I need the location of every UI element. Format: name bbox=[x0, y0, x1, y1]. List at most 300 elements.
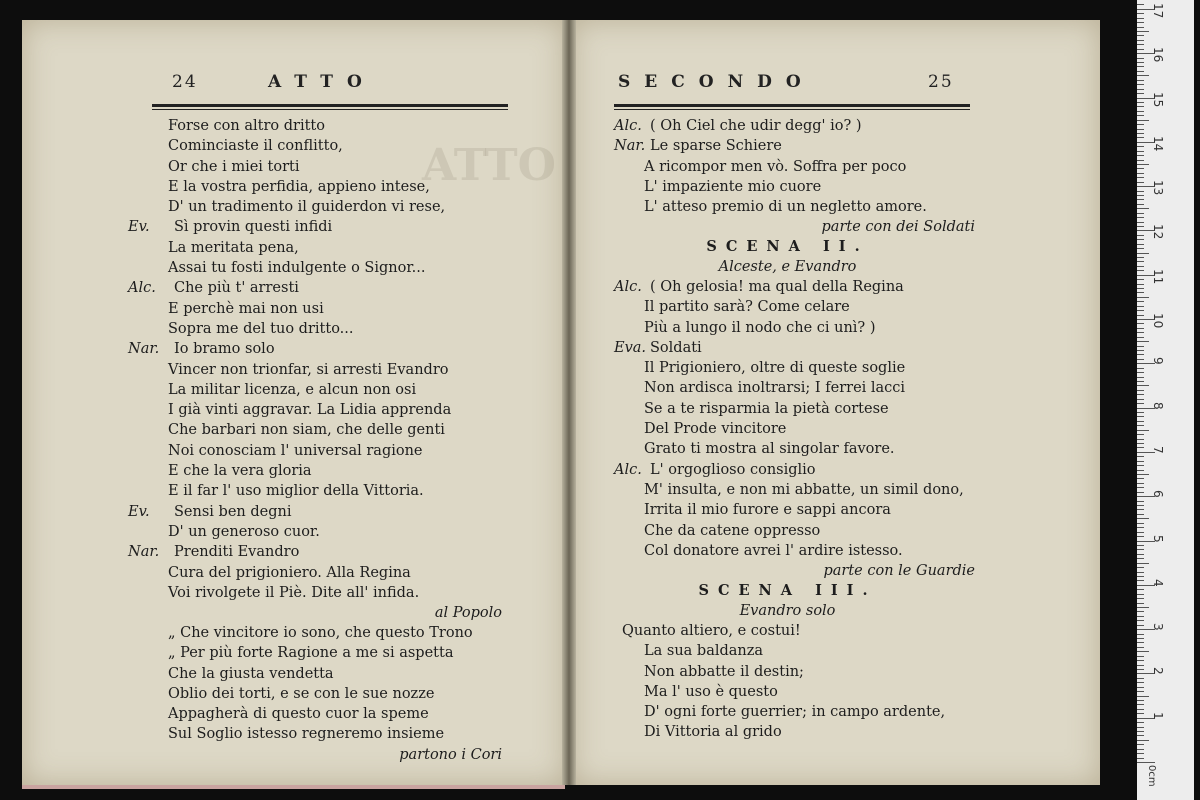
ruler-tick bbox=[1137, 554, 1144, 555]
text-line bbox=[128, 177, 508, 197]
ruler-number: 15 bbox=[1151, 91, 1165, 107]
scene-2-heading bbox=[600, 237, 975, 257]
ruler-tick bbox=[1137, 35, 1144, 36]
ruler-tick bbox=[1137, 217, 1144, 218]
speaker-label: Alc. bbox=[614, 461, 642, 478]
ruler-tick bbox=[1137, 607, 1149, 608]
ruler-tick bbox=[1137, 567, 1144, 568]
ruler-tick bbox=[1137, 350, 1144, 351]
ruler-tick bbox=[1137, 642, 1144, 643]
stage-direction: partono i Cori bbox=[399, 747, 502, 763]
ruler-tick bbox=[1137, 75, 1149, 76]
verse-text: Or che i miei torti bbox=[168, 158, 300, 175]
text-line bbox=[600, 521, 975, 541]
ruler-tick bbox=[1137, 704, 1144, 705]
ruler-tick bbox=[1137, 235, 1144, 236]
text-line bbox=[128, 441, 508, 461]
ruler-tick bbox=[1137, 474, 1149, 475]
stage-direction: parte con le Guardie bbox=[823, 563, 975, 579]
ruler-tick bbox=[1137, 430, 1149, 431]
verse-text: La meritata pena, bbox=[168, 239, 299, 256]
ruler-tick bbox=[1137, 244, 1144, 245]
ruler-tick bbox=[1137, 580, 1144, 581]
ruler-unit-label: 0cm bbox=[1146, 765, 1157, 787]
left-header-word: ATTO bbox=[268, 72, 376, 92]
scene-number: II. bbox=[823, 238, 869, 255]
ruler-number: 3 bbox=[1151, 623, 1165, 631]
ruler-tick bbox=[1137, 638, 1144, 639]
ruler-number: 8 bbox=[1151, 401, 1165, 410]
ruler-number: 5 bbox=[1151, 534, 1165, 543]
ruler-tick bbox=[1137, 66, 1144, 67]
ruler-tick bbox=[1137, 44, 1144, 45]
left-text-block-2 bbox=[128, 623, 508, 745]
text-line bbox=[128, 623, 508, 643]
right-text-block-3 bbox=[600, 621, 975, 743]
verse-text: M' insulta, e non mi abbatte, un simil dono, bbox=[644, 481, 964, 498]
verse-text: A ricompor men vò. Soffra per poco bbox=[644, 158, 907, 175]
verse-text: Vincer non trionfar, si arresti Evandro bbox=[168, 361, 449, 378]
right-text-block-1 bbox=[600, 116, 975, 217]
ruler-tick bbox=[1137, 253, 1149, 254]
ruler-number: 12 bbox=[1151, 224, 1165, 240]
ruler-tick bbox=[1137, 354, 1144, 355]
ruler-tick bbox=[1137, 315, 1144, 316]
ruler-tick bbox=[1137, 509, 1144, 510]
verse-text: Che la giusta vendetta bbox=[168, 665, 334, 682]
ruler-tick bbox=[1137, 758, 1144, 759]
verse-text: Quanto altiero, e costui! bbox=[622, 623, 801, 639]
verse-text: „ Che vincitore io sono, che questo Trono bbox=[168, 625, 473, 641]
ruler-tick bbox=[1137, 487, 1144, 488]
ruler-tick bbox=[1137, 124, 1144, 125]
scene-3-characters-wrap bbox=[600, 601, 975, 621]
ruler-tick bbox=[1137, 713, 1144, 714]
text-line bbox=[600, 722, 975, 742]
ruler-tick bbox=[1137, 656, 1144, 657]
ruler-tick bbox=[1137, 111, 1144, 112]
verse-text: Irrita il mio furore e sappi ancora bbox=[644, 502, 891, 519]
ruler-tick bbox=[1137, 594, 1144, 595]
ruler-tick bbox=[1137, 696, 1149, 697]
ruler-tick bbox=[1137, 164, 1149, 165]
ruler-tick bbox=[1137, 505, 1144, 506]
ruler-tick bbox=[1137, 434, 1144, 435]
ruler-tick bbox=[1137, 678, 1144, 679]
text-line bbox=[600, 358, 975, 378]
verse-text: „ Per più forte Ragione a me si aspetta bbox=[168, 645, 454, 662]
text-line bbox=[600, 136, 975, 156]
text-line bbox=[128, 563, 508, 583]
text-line bbox=[600, 338, 975, 358]
left-stage-direction-wrap-2 bbox=[128, 745, 502, 765]
text-line bbox=[128, 664, 508, 684]
verse-text: E la vostra perfidia, appieno intese, bbox=[168, 178, 430, 195]
verse-text: Sul Soglio istesso regneremo insieme bbox=[168, 726, 445, 743]
verse-text: La militar licenza, e alcun non osi bbox=[168, 381, 417, 398]
verse-text: E perchè mai non usi bbox=[168, 300, 324, 317]
ruler-tick bbox=[1137, 80, 1144, 81]
ruler-tick bbox=[1137, 558, 1144, 559]
left-stage-direction-wrap bbox=[128, 603, 502, 623]
speaker-label: Alc. bbox=[128, 280, 156, 297]
ruler-tick bbox=[1137, 651, 1149, 652]
text-line bbox=[128, 197, 508, 217]
speaker-label: Ev. bbox=[128, 219, 150, 236]
text-line bbox=[128, 400, 508, 420]
verse-text: Che da catene oppresso bbox=[644, 522, 821, 539]
ruler-tick bbox=[1137, 501, 1144, 502]
ruler-tick bbox=[1137, 660, 1144, 661]
verse-text: Appagherà di questo cuor la speme bbox=[168, 706, 429, 723]
ruler-tick bbox=[1137, 421, 1144, 422]
ruler-tick bbox=[1137, 461, 1144, 462]
ruler-tick bbox=[1137, 740, 1149, 741]
ruler-number: 7 bbox=[1151, 445, 1165, 454]
verse-text: Sensi ben degni bbox=[174, 503, 292, 520]
ruler-tick bbox=[1137, 532, 1144, 533]
ruler-tick bbox=[1137, 470, 1144, 471]
ruler-tick bbox=[1137, 425, 1144, 426]
right-stage-direction-wrap bbox=[600, 217, 975, 237]
ruler-tick bbox=[1137, 288, 1144, 289]
text-line bbox=[128, 522, 508, 542]
ruler-tick bbox=[1137, 744, 1144, 745]
verse-text: D' ogni forte guerrier; in campo ardente, bbox=[644, 704, 946, 721]
ruler-tick bbox=[1137, 120, 1149, 121]
ruler-tick bbox=[1137, 545, 1144, 546]
ruler-tick bbox=[1137, 709, 1144, 710]
text-line bbox=[600, 460, 975, 480]
ruler-number: 2 bbox=[1151, 667, 1165, 676]
verse-text: Prenditi Evandro bbox=[174, 544, 300, 561]
ruler-number: 17 bbox=[1151, 2, 1165, 19]
text-line bbox=[600, 621, 975, 641]
ruler-tick bbox=[1137, 598, 1144, 599]
text-line bbox=[600, 702, 975, 722]
ruler-tick bbox=[1137, 266, 1144, 267]
ruler-tick bbox=[1137, 115, 1144, 116]
text-line bbox=[128, 684, 508, 704]
ruler-tick bbox=[1137, 492, 1144, 493]
ruler-tick bbox=[1137, 563, 1149, 564]
verse-text: L' atteso premio di un negletto amore. bbox=[644, 199, 927, 216]
right-stage-direction-wrap-2 bbox=[600, 561, 975, 581]
ruler-tick bbox=[1137, 129, 1144, 130]
verse-text: Il partito sarà? Come celare bbox=[644, 299, 850, 316]
ruler-tick bbox=[1137, 213, 1144, 214]
ruler-tick bbox=[1137, 151, 1144, 152]
text-line bbox=[128, 360, 508, 380]
ruler-tick bbox=[1137, 691, 1144, 692]
text-line bbox=[128, 461, 508, 481]
ruler-tick bbox=[1137, 390, 1144, 391]
left-page-header bbox=[172, 72, 198, 92]
ruler-tick bbox=[1137, 665, 1144, 666]
ruler-tick bbox=[1137, 279, 1144, 280]
ruler-tick bbox=[1137, 731, 1144, 732]
verse-text: Ma l' uso è questo bbox=[644, 683, 778, 700]
right-page-number: 25 bbox=[928, 72, 954, 92]
verse-text: Sopra me del tuo dritto... bbox=[168, 320, 354, 337]
ruler-tick bbox=[1137, 160, 1144, 161]
ruler-tick bbox=[1137, 518, 1149, 519]
ruler-tick bbox=[1137, 722, 1144, 723]
ruler-tick bbox=[1137, 381, 1144, 382]
ruler-tick bbox=[1137, 204, 1144, 205]
verse-text: E che la vera gloria bbox=[168, 463, 312, 480]
ruler-tick bbox=[1137, 93, 1144, 94]
scene-number: III. bbox=[815, 582, 877, 599]
ruler-tick bbox=[1137, 700, 1144, 701]
ruler-tick bbox=[1137, 549, 1144, 550]
ruler-tick bbox=[1137, 443, 1144, 444]
ruler-tick bbox=[1137, 13, 1144, 14]
ruler-tick bbox=[1137, 301, 1144, 302]
ruler-tick bbox=[1137, 261, 1144, 262]
ruler-tick bbox=[1137, 412, 1144, 413]
text-line bbox=[128, 502, 508, 522]
ruler-number: 16 bbox=[1151, 47, 1165, 63]
text-line bbox=[128, 319, 508, 339]
verse-text: Col donatore avrei l' ardire istesso. bbox=[644, 542, 903, 559]
ruler-tick bbox=[1137, 102, 1144, 103]
text-line bbox=[128, 238, 508, 258]
ruler-tick bbox=[1137, 182, 1144, 183]
ruler-tick bbox=[1137, 297, 1149, 298]
ruler-tick bbox=[1137, 346, 1144, 347]
verse-text: Di Vittoria al grido bbox=[644, 724, 782, 741]
text-line bbox=[128, 339, 508, 359]
text-line bbox=[128, 481, 508, 501]
ruler-number: 14 bbox=[1151, 135, 1165, 152]
ruler-tick bbox=[1137, 18, 1144, 19]
text-line bbox=[600, 500, 975, 520]
right-header-word: SECONDO bbox=[618, 72, 815, 92]
ruler-tick bbox=[1137, 456, 1144, 457]
ruler-tick bbox=[1137, 669, 1144, 670]
verse-text: Io bramo solo bbox=[174, 341, 275, 358]
verse-text: L' impaziente mio cuore bbox=[644, 178, 822, 195]
text-line bbox=[600, 641, 975, 661]
verse-text: Le sparse Schiere bbox=[650, 138, 782, 155]
ruler-tick bbox=[1137, 89, 1144, 90]
ruler-tick bbox=[1137, 270, 1144, 271]
text-line bbox=[600, 116, 975, 136]
ruler-tick bbox=[1137, 439, 1144, 440]
text-line bbox=[600, 318, 975, 338]
ruler-tick bbox=[1137, 328, 1144, 329]
ruler-tick bbox=[1137, 385, 1149, 386]
ruler-tick bbox=[1137, 727, 1144, 728]
verse-text: Noi conosciam l' universal ragione bbox=[168, 442, 423, 459]
ruler-tick bbox=[1137, 416, 1144, 417]
ruler-tick bbox=[1137, 611, 1144, 612]
ruler-tick bbox=[1137, 49, 1144, 50]
ruler-tick bbox=[1137, 257, 1144, 258]
ruler-tick bbox=[1137, 208, 1149, 209]
ruler-tick bbox=[1137, 647, 1144, 648]
verse-text: Più a lungo il nodo che ci unì? ) bbox=[644, 319, 876, 336]
ruler-tick bbox=[1137, 749, 1144, 750]
ruler-tick bbox=[1137, 292, 1144, 293]
ruler-tick bbox=[1137, 58, 1144, 59]
ruler-tick bbox=[1137, 527, 1144, 528]
verse-text: D' un tradimento il guiderdon vi rese, bbox=[168, 199, 446, 216]
ruler-tick bbox=[1137, 399, 1144, 400]
ruler-number: 9 bbox=[1151, 357, 1165, 365]
left-header-rule bbox=[152, 104, 508, 110]
ruler-tick bbox=[1137, 634, 1144, 635]
scene-2-characters-wrap bbox=[600, 257, 975, 277]
scene-characters: Alceste, e Evandro bbox=[718, 259, 857, 275]
left-text-block bbox=[128, 116, 508, 603]
verse-text: I già vinti aggravar. La Lidia apprenda bbox=[168, 402, 452, 419]
bleed-through-text: ATTO bbox=[422, 140, 556, 191]
ruler-tick bbox=[1137, 465, 1144, 466]
verse-text: Assai tu fosti indulgente o Signor... bbox=[168, 260, 426, 277]
ruler-tick bbox=[1137, 173, 1144, 174]
text-line bbox=[128, 116, 508, 136]
speaker-label: Nar. bbox=[128, 341, 160, 358]
verse-text: D' un generoso cuor. bbox=[168, 523, 320, 540]
ruler-tick bbox=[1137, 616, 1144, 617]
right-text-block-2 bbox=[600, 277, 975, 561]
right-header-rule bbox=[614, 104, 970, 110]
ruler-tick bbox=[1137, 625, 1144, 626]
ruler-tick bbox=[1137, 753, 1144, 754]
verse-text: Non abbatte il destin; bbox=[644, 663, 804, 680]
ruler-tick bbox=[1137, 359, 1144, 360]
ruler-tick bbox=[1137, 332, 1144, 333]
ruler-tick bbox=[1137, 133, 1144, 134]
ruler-tick bbox=[1137, 168, 1144, 169]
text-line bbox=[600, 682, 975, 702]
ruler-tick bbox=[1137, 377, 1144, 378]
text-line bbox=[600, 378, 975, 398]
verse-text: Sì provin questi infidi bbox=[174, 219, 333, 236]
verse-text: Che barbari non siam, che delle genti bbox=[168, 422, 445, 439]
text-line bbox=[600, 480, 975, 500]
text-line bbox=[600, 662, 975, 682]
ruler-tick bbox=[1137, 337, 1144, 338]
text-line bbox=[128, 278, 508, 298]
ruler-tick bbox=[1137, 199, 1144, 200]
ruler-tick bbox=[1137, 4, 1144, 5]
right-page-header bbox=[928, 72, 954, 92]
text-line bbox=[600, 177, 975, 197]
verse-text: Soldati bbox=[650, 339, 702, 356]
ruler-tick bbox=[1137, 27, 1144, 28]
ruler-tick bbox=[1137, 523, 1144, 524]
text-line bbox=[128, 643, 508, 663]
ruler-tick bbox=[1137, 146, 1144, 147]
ruler-tick bbox=[1137, 620, 1144, 621]
ruler-tick bbox=[1137, 22, 1144, 23]
text-line bbox=[600, 157, 975, 177]
text-line bbox=[128, 258, 508, 278]
verse-text: Oblio dei torti, e se con le sue nozze bbox=[168, 685, 435, 702]
ruler-tick bbox=[1137, 222, 1144, 223]
measurement-ruler bbox=[1137, 0, 1194, 800]
text-line bbox=[128, 583, 508, 603]
ruler-number: 1 bbox=[1151, 711, 1165, 720]
ruler-tick bbox=[1137, 447, 1144, 448]
speaker-label: Eva. bbox=[614, 339, 647, 356]
text-line bbox=[128, 704, 508, 724]
ruler-tick bbox=[1137, 191, 1144, 192]
verse-text: ( Oh gelosia! ma qual della Regina bbox=[650, 279, 904, 295]
verse-text: Voi rivolgete il Piè. Dite all' infida. bbox=[168, 584, 420, 601]
ruler-tick bbox=[1137, 403, 1144, 404]
text-line bbox=[128, 420, 508, 440]
text-line bbox=[600, 439, 975, 459]
ruler-tick bbox=[1137, 368, 1144, 369]
ruler-tick bbox=[1137, 226, 1144, 227]
text-line bbox=[600, 277, 975, 297]
text-line bbox=[128, 136, 508, 156]
verse-text: ( Oh Ciel che udir degg' io? ) bbox=[650, 118, 862, 134]
verse-text: Non ardisca inoltrarsi; I ferrei lacci bbox=[644, 380, 906, 397]
scene-characters: Evandro solo bbox=[739, 603, 836, 619]
ruler-tick bbox=[1137, 155, 1144, 156]
ruler-tick bbox=[1137, 106, 1144, 107]
verse-text: Il Prigioniero, oltre di queste soglie bbox=[644, 360, 906, 377]
verse-text: L' orgoglioso consiglio bbox=[650, 461, 816, 478]
text-line bbox=[600, 541, 975, 561]
ruler-tick bbox=[1137, 40, 1144, 41]
ruler-tick bbox=[1137, 372, 1144, 373]
ruler-tick bbox=[1137, 483, 1144, 484]
verse-text: Cominciaste il conflitto, bbox=[168, 138, 343, 155]
text-line bbox=[600, 419, 975, 439]
scene-3-heading bbox=[600, 581, 975, 601]
ruler-tick bbox=[1137, 137, 1144, 138]
verse-text: Grato ti mostra al singolar favore. bbox=[644, 441, 895, 458]
ruler-tick bbox=[1137, 306, 1144, 307]
ruler-tick bbox=[1137, 323, 1144, 324]
verse-text: Del Prode vincitore bbox=[644, 421, 787, 438]
scene-label: SCENA bbox=[698, 582, 802, 599]
ruler-tick bbox=[1137, 239, 1144, 240]
ruler-tick bbox=[1137, 514, 1144, 515]
text-line bbox=[128, 542, 508, 562]
ruler-tick bbox=[1137, 341, 1149, 342]
ruler-number: 13 bbox=[1151, 180, 1165, 196]
ruler-tick bbox=[1137, 310, 1144, 311]
text-line bbox=[128, 724, 508, 744]
speaker-label: Nar. bbox=[614, 138, 646, 155]
ruler-tick bbox=[1137, 735, 1144, 736]
ruler-number: 11 bbox=[1151, 268, 1165, 284]
ruler-tick bbox=[1137, 177, 1144, 178]
ruler-tick bbox=[1137, 682, 1144, 683]
ruler-tick bbox=[1137, 284, 1144, 285]
ruler-tick bbox=[1137, 62, 1144, 63]
verse-text: Che più t' arresti bbox=[174, 280, 299, 297]
left-page-number: 24 bbox=[172, 72, 198, 92]
stage-direction: parte con dei Soldati bbox=[821, 219, 975, 235]
verse-text: Cura del prigioniero. Alla Regina bbox=[168, 564, 411, 581]
text-line bbox=[128, 217, 508, 237]
speaker-label: Ev. bbox=[128, 503, 150, 520]
ruler-tick bbox=[1137, 536, 1144, 537]
ruler-number: 4 bbox=[1151, 578, 1165, 587]
verse-text: E il far l' uso miglior della Vittoria. bbox=[168, 483, 424, 500]
text-line bbox=[128, 299, 508, 319]
stage-direction: al Popolo bbox=[434, 605, 502, 621]
ruler-tick bbox=[1137, 31, 1149, 32]
